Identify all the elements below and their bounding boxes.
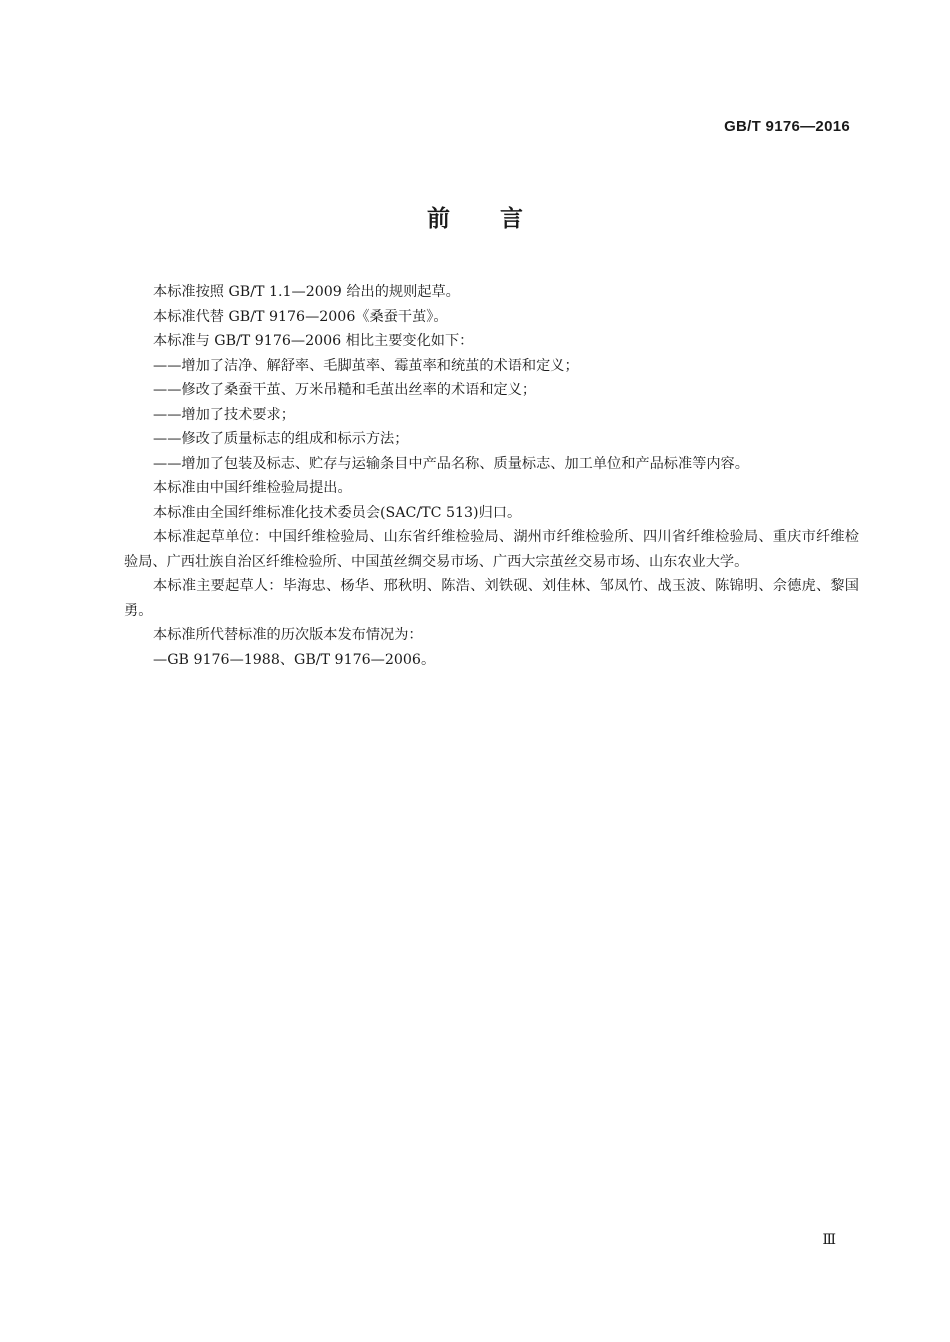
foreword-body bbox=[124, 280, 859, 672]
paragraph-drafters: 本标准主要起草人：毕海忠、杨华、邢秋明、陈浩、刘铁砚、刘佳林、邹凤竹、战玉波、陈锦明、佘德虎、黎国勇。 bbox=[124, 578, 859, 619]
change-item: ——增加了技术要求； bbox=[153, 406, 295, 423]
page-number: Ⅲ bbox=[822, 1232, 836, 1248]
paragraph-under-jurisdiction: 本标准由全国纤维标准化技术委员会(SAC/TC 513)归口。 bbox=[153, 504, 522, 521]
change-item: ——修改了桑蚕干茧、万米吊糙和毛茧出丝率的术语和定义； bbox=[153, 382, 537, 398]
paragraph-history-versions: —GB 9176—1988、GB/T 9176—2006。 bbox=[153, 651, 436, 668]
change-item: ——修改了质量标志的组成和标示方法； bbox=[153, 431, 409, 447]
change-item: ——增加了包装及标志、贮存与运输条目中产品名称、质量标志、加工单位和产品标准等内容。 bbox=[153, 455, 749, 472]
paragraph-history-intro: 本标准所代替标准的历次版本发布情况为： bbox=[153, 627, 423, 643]
page-title: 前言 bbox=[427, 206, 573, 232]
paragraph-replaces: 本标准代替 GB/T 9176—2006《桑蚕干茧》。 bbox=[153, 308, 448, 325]
standard-code: GB/T 9176—2016 bbox=[724, 118, 850, 135]
paragraph-drafting-units: 本标准起草单位：中国纤维检验局、山东省纤维检验局、湖州市纤维检验所、四川省纤维检验局、重庆市纤维检验局、广西壮族自治区纤维检验所、中国茧丝绸交易市场、广西大宗茧丝交易市场、山东农业大学。 bbox=[124, 529, 859, 570]
change-item: ——增加了洁净、解舒率、毛脚茧率、霉茧率和统茧的术语和定义； bbox=[153, 357, 579, 374]
paragraph-changes-intro: 本标准与 GB/T 9176—2006 相比主要变化如下： bbox=[153, 333, 474, 349]
paragraph-drafting-rules: 本标准按照 GB/T 1.1—2009 给出的规则起草。 bbox=[153, 284, 460, 300]
paragraph-proposed-by: 本标准由中国纤维检验局提出。 bbox=[153, 480, 352, 496]
